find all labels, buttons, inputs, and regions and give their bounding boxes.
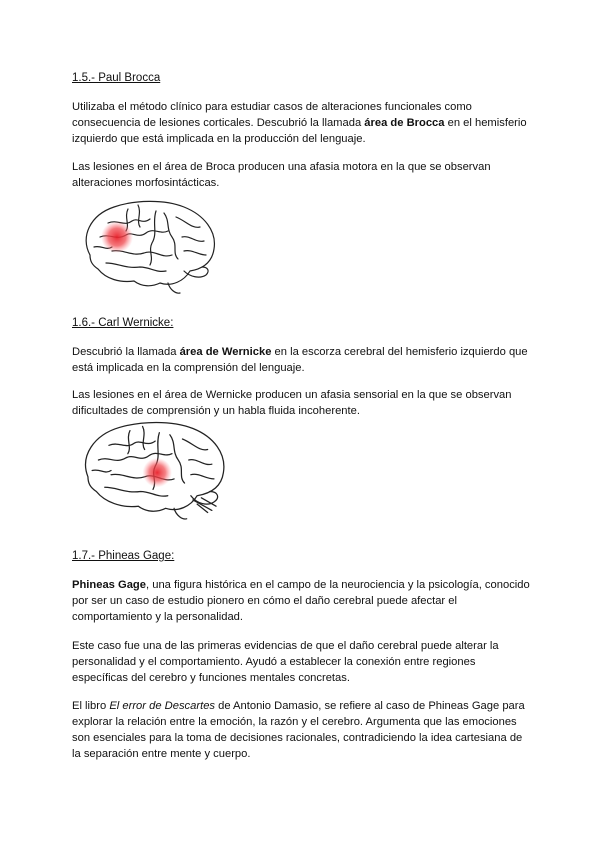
- text-segment: , una figura histórica en el campo de la neurociencia y la psicología, conocido por ser un caso de estudio pionero en cómo el daño cerebral puede afectar el comportamiento y la personalidad.: [72, 579, 530, 623]
- term-area-brocca: área de Brocca: [364, 117, 445, 129]
- paragraph-gage-intro: [72, 577, 532, 625]
- text-segment: de Antonio Damasio, se refiere al caso de Phineas Gage para explorar la relación entre la emoción, la razón y el cerebro. Argumenta que las emociones son esenciales para la toma de decisiones racionales, contradiciendo la idea cartesiana de la separación entre mente y cuerpo.: [72, 700, 525, 760]
- paragraph-wernicke-lesions: Las lesiones en el área de Wernicke producen un afasia sensorial en la que se observan dificultades de comprensión y un habla fluida incoherente.: [72, 389, 512, 417]
- paragraph-wernicke-discovery: [72, 344, 532, 376]
- book-title: El error de Descartes: [109, 700, 216, 712]
- heading-carl-wernicke: 1.6.- Carl Wernicke:: [72, 317, 174, 329]
- text-segment: El libro: [72, 700, 110, 712]
- wernicke-area-highlight: [143, 458, 172, 487]
- heading-paul-brocca: 1.5.- Paul Brocca: [72, 72, 161, 84]
- brain-illustration-broca: [72, 197, 222, 297]
- brain-illustration-wernicke: [72, 418, 232, 523]
- term-phineas-gage: Phineas Gage: [72, 579, 146, 591]
- paragraph-gage-evidence: Este caso fue una de las primeras evidencias de que el daño cerebral puede alterar la personalidad y el comportamiento. Ayudó a establecer la conexión entre regiones específicas del cerebro y funciones mentales concretas.: [72, 640, 499, 684]
- heading-phineas-gage: 1.7.- Phineas Gage:: [72, 550, 175, 562]
- paragraph-damasio-book: [72, 698, 532, 762]
- broca-area-highlight: [101, 221, 133, 253]
- text-segment: en el hemisferio izquierdo que está implicada en la producción del lenguaje.: [72, 117, 527, 145]
- text-segment: en la escorza cerebral del hemisferio izquierdo que está implicada en la comprensión del lenguaje.: [72, 346, 528, 374]
- term-area-wernicke: área de Wernicke: [179, 346, 272, 358]
- text-segment: Utilizaba el método clínico para estudiar casos de alteraciones funcionales como consecuencia de lesiones corticales. Descubrió la llamada: [72, 101, 472, 129]
- text-segment: Descubrió la llamada: [72, 346, 180, 358]
- paragraph-brocca-lesions: Las lesiones en el área de Broca producen una afasia motora en la que se observan alteraciones morfosintácticas.: [72, 161, 491, 189]
- paragraph-brocca-discovery: [72, 99, 532, 147]
